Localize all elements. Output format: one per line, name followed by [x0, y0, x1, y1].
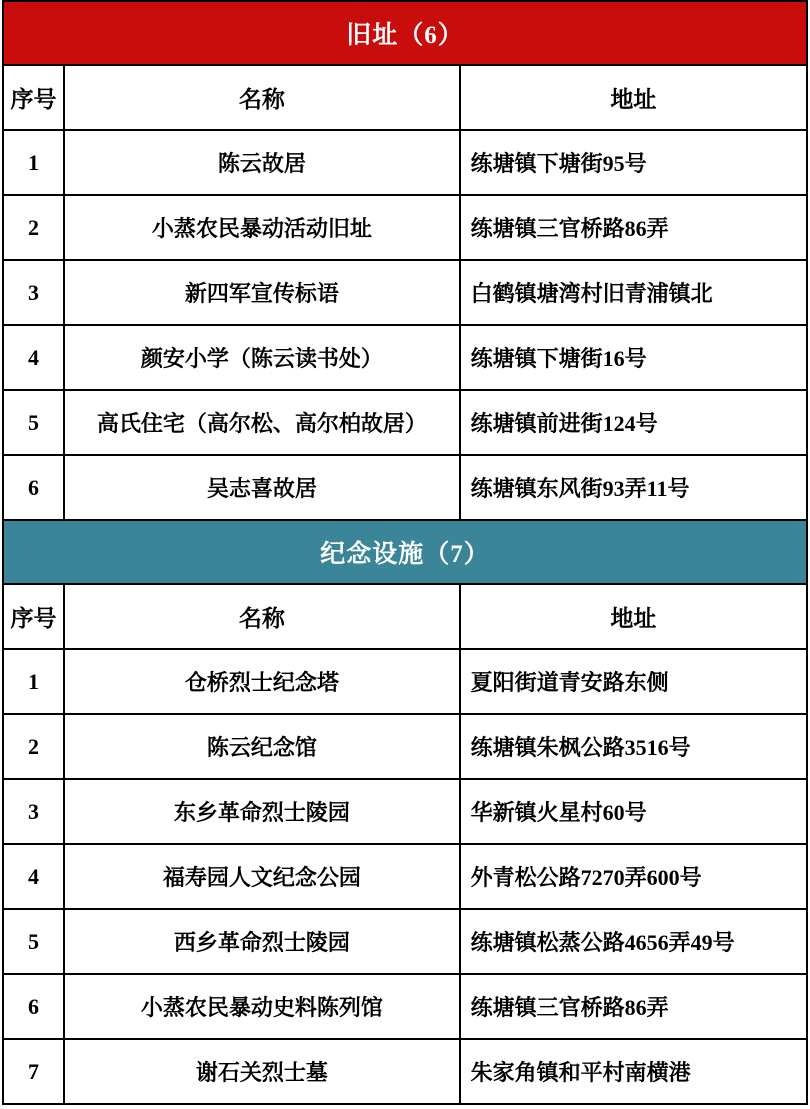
row-number-cell: 6 — [3, 455, 64, 520]
column-header-name: 名称 — [64, 65, 460, 130]
table-row — [3, 130, 807, 195]
table-row — [3, 1039, 807, 1104]
row-number-cell: 7 — [3, 1039, 64, 1104]
table-row — [3, 325, 807, 390]
site-address-cell: 练塘镇三官桥路86弄 — [460, 195, 807, 260]
row-number-cell: 3 — [3, 260, 64, 325]
site-address-cell: 夏阳街道青安路东侧 — [460, 649, 807, 714]
table-row — [3, 714, 807, 779]
site-name-cell: 小蒸农民暴动史料陈列馆 — [64, 974, 460, 1039]
row-number-cell: 1 — [3, 130, 64, 195]
site-address-cell: 练塘镇下塘街16号 — [460, 325, 807, 390]
site-address-cell: 白鹤镇塘湾村旧青浦镇北 — [460, 260, 807, 325]
site-name-cell: 仓桥烈士纪念塔 — [64, 649, 460, 714]
row-number-cell: 6 — [3, 974, 64, 1039]
site-address-cell: 练塘镇松蒸公路4656弄49号 — [460, 909, 807, 974]
site-name-cell: 新四军宣传标语 — [64, 260, 460, 325]
site-name-cell: 谢石关烈士墓 — [64, 1039, 460, 1104]
table-row — [3, 649, 807, 714]
table-row — [3, 844, 807, 909]
site-name-cell: 小蒸农民暴动活动旧址 — [64, 195, 460, 260]
site-address-cell: 华新镇火星村60号 — [460, 779, 807, 844]
table-body — [3, 1, 807, 1104]
row-number-cell: 4 — [3, 844, 64, 909]
site-address-cell: 练塘镇朱枫公路3516号 — [460, 714, 807, 779]
row-number-cell: 5 — [3, 909, 64, 974]
row-number-cell: 2 — [3, 195, 64, 260]
site-address-cell: 外青松公路7270弄600号 — [460, 844, 807, 909]
column-header-number: 序号 — [3, 584, 64, 649]
site-name-cell: 陈云纪念馆 — [64, 714, 460, 779]
section-band-row — [3, 520, 807, 584]
row-number-cell: 5 — [3, 390, 64, 455]
column-header-address: 地址 — [460, 584, 807, 649]
row-number-cell: 2 — [3, 714, 64, 779]
table-row — [3, 390, 807, 455]
table-row — [3, 909, 807, 974]
site-name-cell: 吴志喜故居 — [64, 455, 460, 520]
table-row — [3, 779, 807, 844]
column-header-row — [3, 65, 807, 130]
site-address-cell: 朱家角镇和平村南横港 — [460, 1039, 807, 1104]
site-address-cell: 练塘镇下塘街95号 — [460, 130, 807, 195]
column-header-name: 名称 — [64, 584, 460, 649]
table-row — [3, 974, 807, 1039]
section-title: 旧址（6） — [3, 1, 807, 65]
table-row — [3, 455, 807, 520]
site-address-cell: 练塘镇前进街124号 — [460, 390, 807, 455]
site-name-cell: 西乡革命烈士陵园 — [64, 909, 460, 974]
site-address-cell: 练塘镇东风街93弄11号 — [460, 455, 807, 520]
section-band-row — [3, 1, 807, 65]
site-address-cell: 练塘镇三官桥路86弄 — [460, 974, 807, 1039]
site-name-cell: 福寿园人文纪念公园 — [64, 844, 460, 909]
site-name-cell: 东乡革命烈士陵园 — [64, 779, 460, 844]
site-name-cell: 高氏住宅（高尔松、高尔柏故居） — [64, 390, 460, 455]
heritage-sites-table — [2, 0, 808, 1105]
column-header-row — [3, 584, 807, 649]
column-header-number: 序号 — [3, 65, 64, 130]
section-title: 纪念设施（7） — [3, 520, 807, 584]
column-header-address: 地址 — [460, 65, 807, 130]
row-number-cell: 1 — [3, 649, 64, 714]
site-name-cell: 陈云故居 — [64, 130, 460, 195]
row-number-cell: 4 — [3, 325, 64, 390]
site-name-cell: 颜安小学（陈云读书处） — [64, 325, 460, 390]
row-number-cell: 3 — [3, 779, 64, 844]
table-row — [3, 195, 807, 260]
table-row — [3, 260, 807, 325]
